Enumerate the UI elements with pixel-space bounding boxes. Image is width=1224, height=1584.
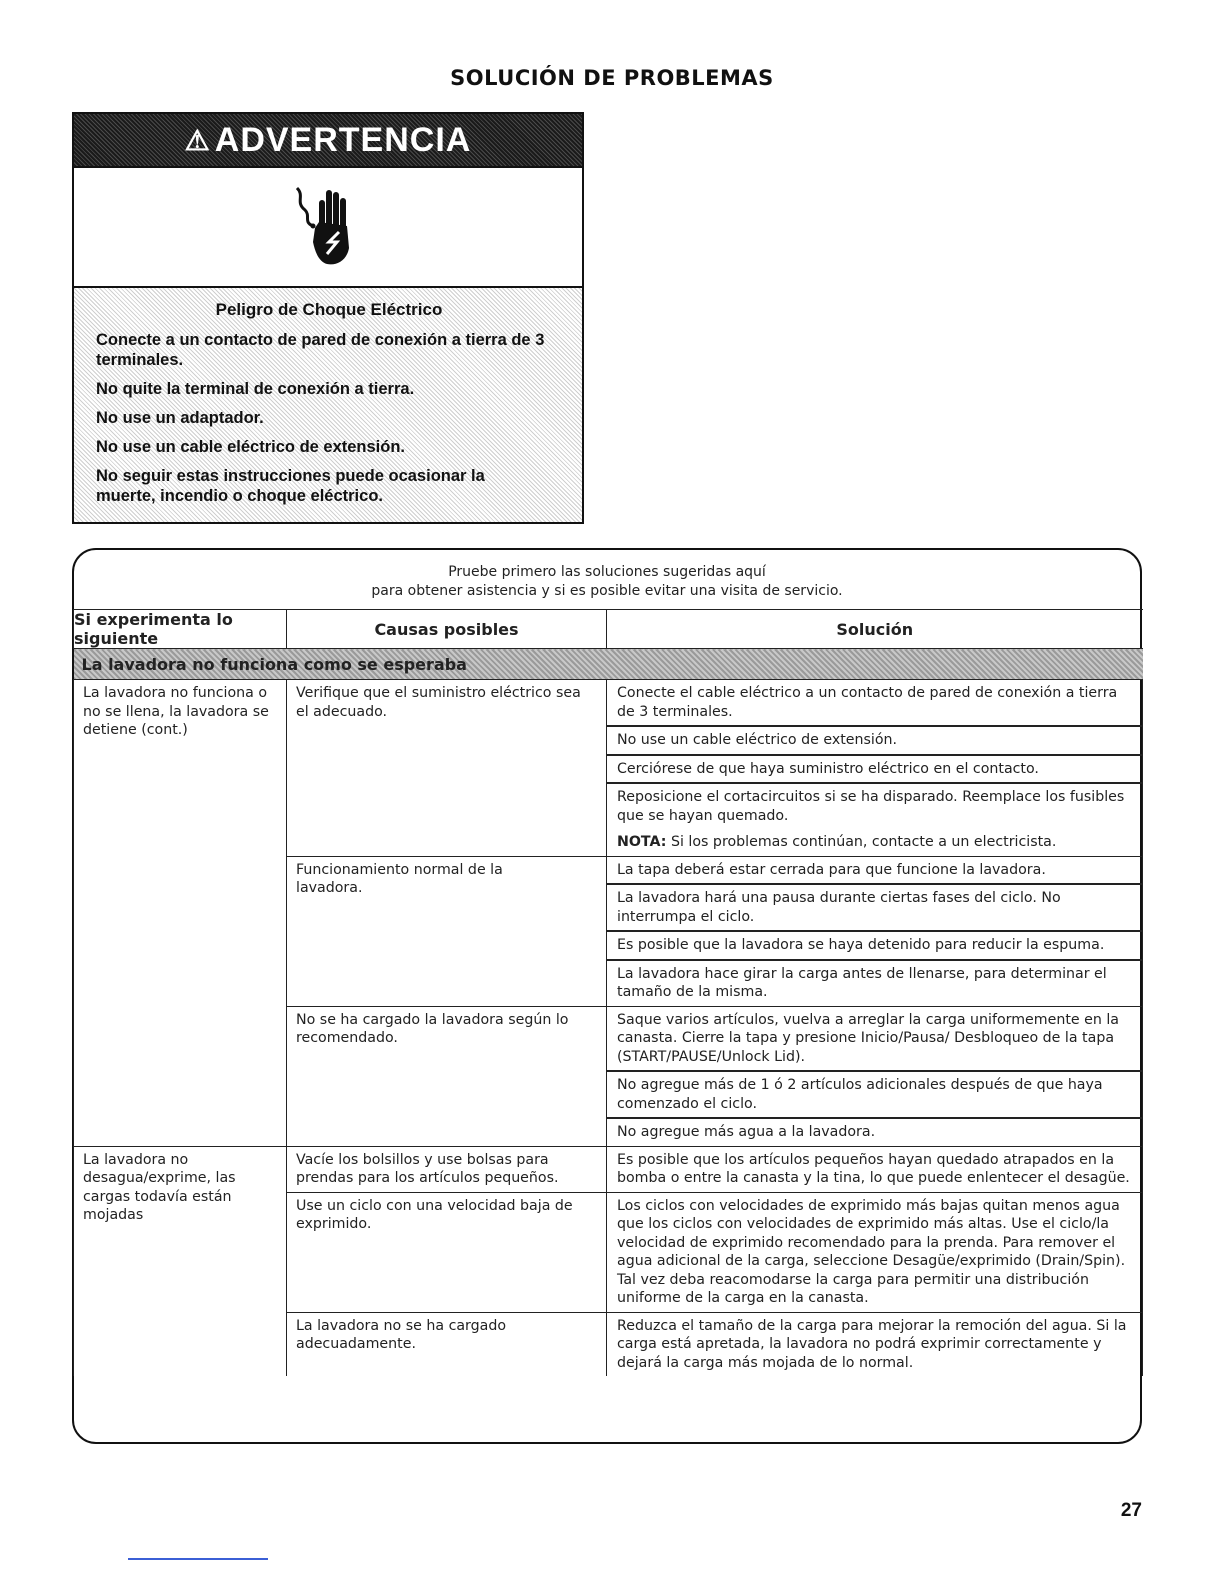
solution-item: La lavadora hace girar la carga antes de llenarse, para determinar el tamaño de la misma. xyxy=(617,965,1107,1000)
footer-line xyxy=(128,1558,268,1560)
warning-line: No use un cable eléctrico de extensión. xyxy=(96,438,406,456)
symptom-text: La lavadora no desagua/exprime, las cargas todavía están mojadas xyxy=(83,1151,236,1223)
intro-line-1: Pruebe primero las soluciones sugeridas aquí xyxy=(448,564,766,580)
symptom-cell xyxy=(74,680,287,1147)
electric-shock-hand-icon xyxy=(293,182,363,272)
solution-item: Saque varios artículos, vuelva a arreglar la carga uniformemente en la canasta. Cierre la tapa y presione Inicio/Pausa/ Desbloqueo de la tapa (START/PAUSE/Unlock Lid). xyxy=(607,1007,1142,1073)
solution-note xyxy=(607,829,1142,856)
cause-text: Verifique que el suministro eléctrico sea el adecuado. xyxy=(296,685,581,720)
symptom-text: La lavadora no funciona o no se llena, la lavadora se detiene (cont.) xyxy=(83,685,269,738)
cause-text: Use un ciclo con una velocidad baja de exprimido. xyxy=(296,1197,573,1232)
cause-cell xyxy=(287,1192,607,1312)
note-label: NOTA: xyxy=(617,834,667,850)
page-title: SOLUCIÓN DE PROBLEMAS xyxy=(450,66,774,90)
warning-line: Conecte a un contacto de pared de conexión a tierra de 3 terminales. xyxy=(96,331,545,369)
warning-box xyxy=(72,112,584,524)
header-symptom: Si experimenta lo siguiente xyxy=(74,610,287,649)
troubleshooting-table xyxy=(73,609,1143,1376)
solution-cell xyxy=(607,680,1143,857)
solution-item: No use un cable eléctrico de extensión. xyxy=(607,727,1142,756)
warning-header-label: ADVERTENCIA xyxy=(214,120,472,159)
section-title: La lavadora no funciona como se esperaba xyxy=(74,649,1143,680)
solution-item: La lavadora hará una pausa durante ciertas fases del ciclo. No interrumpa el ciclo. xyxy=(607,885,1142,932)
cause-cell xyxy=(287,1006,607,1146)
cause-cell xyxy=(287,1312,607,1376)
page-number: 27 xyxy=(1120,1500,1142,1521)
table-header-row xyxy=(74,610,1143,649)
solution-cell xyxy=(607,1312,1143,1376)
table-row xyxy=(74,1146,1143,1192)
solution-item: Reduzca el tamaño de la carga para mejorar la remoción del agua. Si la carga está apretada, la lavadora no podrá exprimir correctamente y dejará la carga más mojada de lo normal. xyxy=(617,1317,1127,1371)
header-causes: Causas posibles xyxy=(287,610,607,649)
solution-item: Reposicione el cortacircuitos si se ha disparado. Reemplace los fusibles que se hayan quemado. xyxy=(617,789,1125,824)
solution-item: Conecte el cable eléctrico a un contacto de pared de conexión a tierra de 3 terminales. xyxy=(607,680,1142,727)
symptom-cell xyxy=(74,1146,287,1376)
warning-triangle-icon: ⚠ xyxy=(184,124,211,156)
cause-cell xyxy=(287,856,607,1006)
solution-cell xyxy=(607,1192,1143,1312)
solution-item: No agregue más de 1 ó 2 artículos adicionales después de que haya comenzado el ciclo. xyxy=(607,1072,1142,1119)
cause-text: Funcionamiento normal de la lavadora. xyxy=(296,861,503,896)
solution-cell xyxy=(607,1146,1143,1192)
solution-item: Es posible que la lavadora se haya detenido para reducir la espuma. xyxy=(607,932,1142,961)
cause-text: No se ha cargado la lavadora según lo recomendado. xyxy=(296,1011,569,1046)
intro-line-2: para obtener asistencia y si es posible evitar una visita de servicio. xyxy=(371,583,843,599)
warning-line: No quite la terminal de conexión a tierra. xyxy=(96,380,415,398)
cause-cell xyxy=(287,1146,607,1192)
solution-item: Es posible que los artículos pequeños hayan quedado atrapados en la bomba o entre la canasta y la tina, lo que puede enlentecer el desagüe. xyxy=(617,1151,1130,1186)
solution-item: Cerciórese de que haya suministro eléctrico en el contacto. xyxy=(607,756,1142,785)
cause-text: Vacíe los bolsillos y use bolsas para prendas para los artículos pequeños. xyxy=(296,1151,559,1186)
warning-body xyxy=(74,288,582,506)
warning-header xyxy=(74,114,582,166)
header-solution: Solución xyxy=(607,610,1143,649)
solution-cell xyxy=(607,1006,1143,1146)
hazard-title: Peligro de Choque Eléctrico xyxy=(215,300,443,319)
solution-item: La tapa deberá estar cerrada para que funcione la lavadora. xyxy=(607,857,1142,886)
warning-icon-area xyxy=(74,166,582,288)
intro-text xyxy=(0,563,1214,601)
table-row xyxy=(74,680,1143,857)
warning-line: No seguir estas instrucciones puede ocasionar la muerte, incendio o choque eléctrico. xyxy=(96,467,485,505)
note-text: Si los problemas continúan, contacte a un electricista. xyxy=(670,834,1057,850)
cause-cell xyxy=(287,680,607,857)
solution-cell xyxy=(607,856,1143,1006)
solution-item: No agregue más agua a la lavadora. xyxy=(617,1124,876,1140)
solution-item: Los ciclos con velocidades de exprimido más bajas quitan menos agua que los ciclos con velocidades de exprimido más altas. Use el ciclo/la velocidad de exprimido recomendado para la prenda. Para remover el agua adicional de la carga, seleccione Desagüe/exprimido (Drain/Spin). Tal vez deba reacomodarse la carga para permitir una distribución uniforme de la carga en la canasta. xyxy=(617,1197,1126,1306)
warning-line: No use un adaptador. xyxy=(96,409,264,427)
cause-text: La lavadora no se ha cargado adecuadamente. xyxy=(296,1317,507,1352)
section-row xyxy=(74,649,1143,680)
